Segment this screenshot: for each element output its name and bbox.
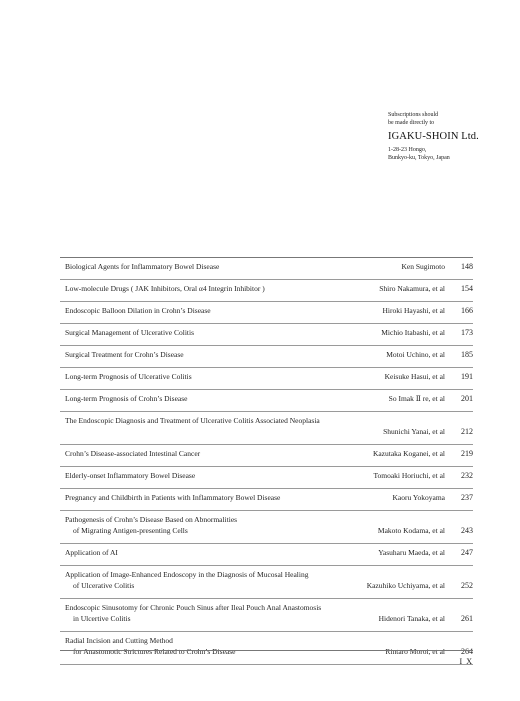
toc-entry-page: 232 bbox=[461, 471, 473, 480]
toc-entry-page: 247 bbox=[461, 548, 473, 557]
toc-entry[interactable] bbox=[60, 412, 473, 445]
toc-entry-title: The Endoscopic Diagnosis and Treatment of Ulcerative Colitis Associated Neoplasia bbox=[65, 416, 320, 425]
toc-entry-author: Keisuke Hasui, et al bbox=[384, 372, 445, 381]
page-number: I X bbox=[459, 657, 473, 666]
toc-entry-title: Pathogenesis of Crohn’s Disease Based on Abnormalities bbox=[65, 515, 238, 524]
toc-entry-author: Rintaro Moroi, et al bbox=[385, 647, 445, 656]
toc-entry-page: 191 bbox=[461, 372, 473, 381]
toc-entry-author: Michio Itabashi, et al bbox=[381, 328, 445, 337]
toc-entry-author: Shiro Nakamura, et al bbox=[379, 284, 445, 293]
toc-entry-title-continued: of Ulcerative Colitis bbox=[73, 581, 135, 590]
toc-entry[interactable] bbox=[60, 599, 473, 632]
toc-entry[interactable] bbox=[60, 390, 473, 412]
toc-entry-title: Endoscopic Balloon Dilation in Crohn’s Disease bbox=[65, 306, 211, 315]
footer-divider bbox=[60, 650, 473, 651]
toc-entry-title: Low-molecule Drugs ( JAK Inhibitors, Oral α4 Integrin Inhibitor ) bbox=[65, 284, 265, 293]
subscription-line-2: be made directly to bbox=[388, 120, 435, 126]
toc-entry-page: 148 bbox=[461, 262, 473, 271]
toc-entry-title: Endoscopic Sinusotomy for Chronic Pouch Sinus after Ileal Pouch Anal Anastomosis bbox=[65, 603, 322, 612]
toc-entry[interactable] bbox=[60, 302, 473, 324]
toc-entry-author: Kazuhiko Uchiyama, et al bbox=[366, 581, 445, 590]
toc-entry-page: 185 bbox=[461, 350, 473, 359]
toc-entry-author: Shunichi Yanai, et al bbox=[383, 427, 445, 436]
table-of-contents bbox=[60, 257, 473, 665]
publisher-address-1: 1-28-23 Hongo, bbox=[388, 147, 427, 153]
toc-entry[interactable] bbox=[60, 280, 473, 302]
toc-entry-page: 166 bbox=[461, 306, 473, 315]
toc-entry-title: Crohn’s Disease-associated Intestinal Cancer bbox=[65, 449, 201, 458]
toc-entry[interactable] bbox=[60, 544, 473, 566]
toc-entry-page: 237 bbox=[461, 493, 473, 502]
publisher-address-2: Bunkyo-ku, Tokyo, Japan bbox=[388, 155, 450, 161]
toc-entry-author: Motoi Uchino, et al bbox=[386, 350, 445, 359]
toc-entry-title: Surgical Management of Ulcerative Colitis bbox=[65, 328, 194, 337]
toc-entry-page: 264 bbox=[461, 647, 473, 656]
toc-entry-page: 154 bbox=[461, 284, 473, 293]
toc-entry-author: So Imak Ⅱ re, et al bbox=[388, 394, 445, 403]
toc-entry[interactable] bbox=[60, 445, 473, 467]
toc-entry-title-continued: of Migrating Antigen-presenting Cells bbox=[73, 526, 188, 535]
toc-entry-author: Kaoru Yokoyama bbox=[392, 493, 445, 502]
subscription-info bbox=[388, 111, 513, 162]
toc-entry[interactable] bbox=[60, 368, 473, 390]
toc-entry-page: 173 bbox=[461, 328, 473, 337]
toc-entry[interactable] bbox=[60, 346, 473, 368]
toc-entry-title: Long-term Prognosis of Ulcerative Colitis bbox=[65, 372, 192, 381]
toc-entry[interactable] bbox=[60, 511, 473, 544]
toc-entry-author: Kazutaka Koganei, et al bbox=[372, 449, 445, 458]
toc-entry-title: Long-term Prognosis of Crohn’s Disease bbox=[65, 394, 188, 403]
toc-entry-author: Tomoaki Horiuchi, et al bbox=[373, 471, 445, 480]
toc-entry-page: 219 bbox=[461, 449, 473, 458]
toc-entry[interactable] bbox=[60, 324, 473, 346]
toc-entry-author: Ken Sugimoto bbox=[401, 262, 445, 271]
toc-entry[interactable] bbox=[60, 467, 473, 489]
toc-entry-author: Hidenori Tanaka, et al bbox=[378, 614, 445, 623]
toc-entry[interactable] bbox=[60, 489, 473, 511]
subscription-line-1: Subscriptions should bbox=[388, 112, 439, 118]
toc-entry-title: Application of Image-Enhanced Endoscopy in the Diagnosis of Mucosal Healing bbox=[65, 570, 309, 579]
toc-entry-title-continued: for Anastomotic Strictures Related to Crohn’s Disease bbox=[73, 647, 236, 656]
toc-entry-title: Biological Agents for Inflammatory Bowel Disease bbox=[65, 262, 220, 271]
toc-entry-page: 261 bbox=[461, 614, 473, 623]
toc-entry-title: Radial Incision and Cutting Method bbox=[65, 636, 173, 645]
toc-entry-page: 201 bbox=[461, 394, 473, 403]
toc-entry-title: Application of AI bbox=[65, 548, 118, 557]
toc-entry-title: Pregnancy and Childbirth in Patients with Inflammatory Bowel Disease bbox=[65, 493, 281, 502]
toc-entry-author: Makoto Kodama, et al bbox=[377, 526, 445, 535]
toc-entry[interactable] bbox=[60, 258, 473, 280]
toc-entry[interactable] bbox=[60, 632, 473, 665]
toc-entry-page: 243 bbox=[461, 526, 473, 535]
toc-entry[interactable] bbox=[60, 566, 473, 599]
publisher-name: IGAKU-SHOIN Ltd. bbox=[388, 131, 479, 142]
toc-entry-title: Surgical Treatment for Crohn’s Disease bbox=[65, 350, 184, 359]
toc-entry-page: 252 bbox=[461, 581, 473, 590]
toc-entry-title: Elderly-onset Inflammatory Bowel Disease bbox=[65, 471, 196, 480]
toc-entry-author: Yasuharu Maeda, et al bbox=[378, 548, 445, 557]
toc-entry-page: 212 bbox=[461, 427, 473, 436]
toc-entry-title-continued: in Ulcertive Colitis bbox=[73, 614, 131, 623]
toc-entry-author: Hiroki Hayashi, et al bbox=[382, 306, 445, 315]
